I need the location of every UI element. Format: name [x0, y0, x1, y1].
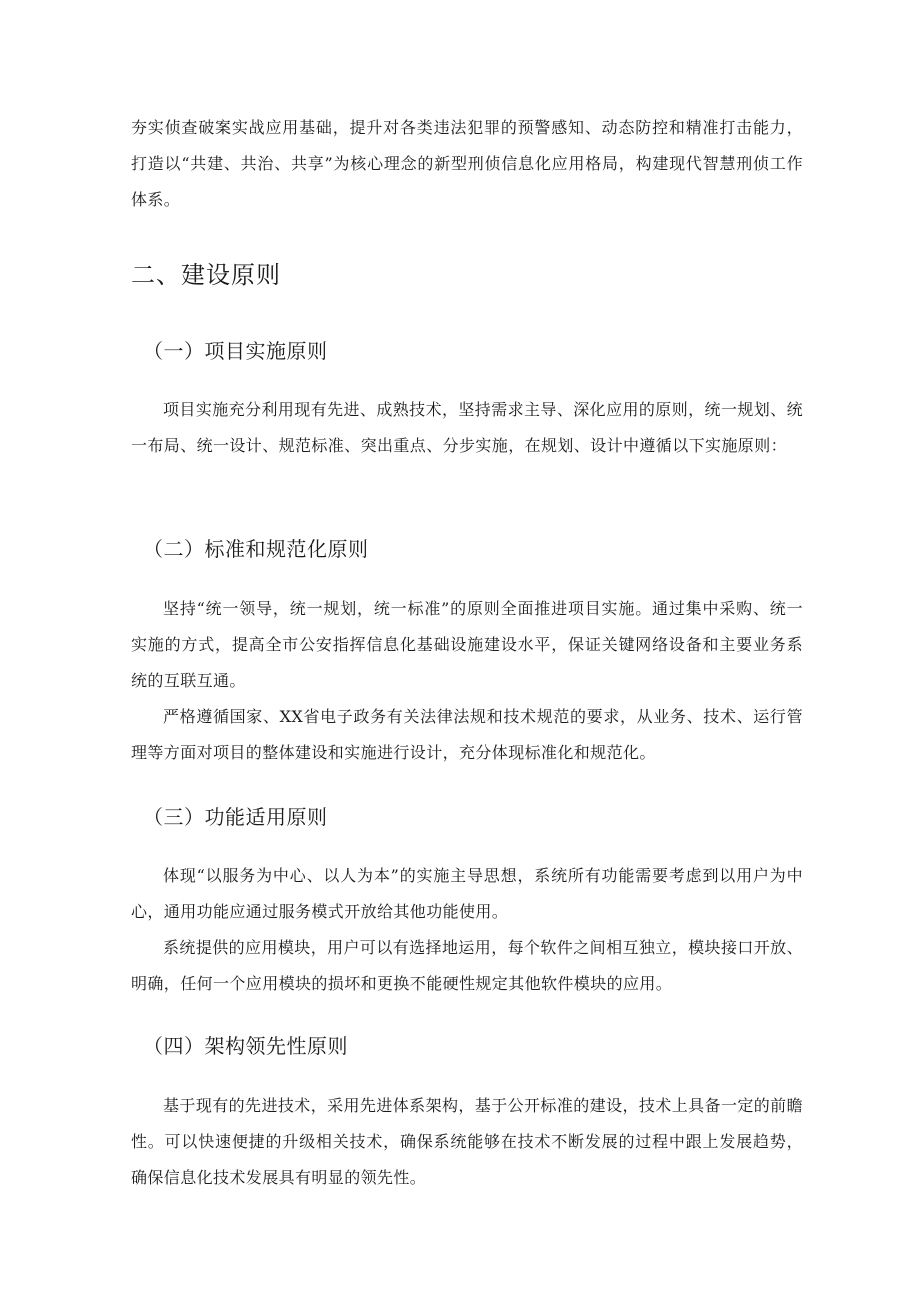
subsection-3-body — [131, 858, 803, 1002]
intro-paragraph: 夯实侦查破案实战应用基础，提升对各类违法犯罪的预警感知、动态防控和精准打击能力，打造以“共建、共治、共享”为核心理念的新型刑侦信息化应用格局，构建现代智慧刑侦工作体系。 — [131, 118, 803, 209]
subsection-3-heading: （三）功能适用原则 — [143, 805, 328, 829]
section-heading-block — [131, 259, 803, 291]
subsection-4-heading-block — [131, 1032, 803, 1060]
subsection-2-paragraph-2: 严格遵循国家、XX省电子政务有关法律法规和技术规范的要求，从业务、技术、运行管理等方面对项目的整体建设和实施进行设计，充分体现标准化和规范化。 — [131, 707, 803, 762]
subsection-4-body — [131, 1088, 803, 1196]
subsection-2-body — [131, 591, 803, 771]
subsection-1-heading-block — [131, 337, 803, 365]
subsection-4-paragraph-1: 基于现有的先进技术，采用先进体系架构，基于公开标准的建设，技术上具备一定的前瞻性。可以快速便捷的升级相关技术，确保系统能够在技术不断发展的过程中跟上发展趋势，确保信息化技术发展具有明显的领先性。 — [131, 1096, 803, 1187]
subsection-2-paragraph-1: 坚持“统一领导，统一规划，统一标准”的原则全面推进项目实施。通过集中采购、统一实施的方式，提高全市公安指挥信息化基础设施建设水平，保证关键网络设备和主要业务系统的互联互通。 — [131, 599, 803, 690]
subsection-3-paragraph-1: 体现“以服务为中心、以人为本”的实施主导思想，系统所有功能需要考虑到以用户为中心，通用功能应通过服务模式开放给其他功能使用。 — [131, 866, 803, 921]
section-heading: 二、建设原则 — [131, 261, 281, 289]
subsection-2-heading: （二）标准和规范化原则 — [143, 537, 369, 561]
subsection-2-heading-block — [131, 535, 803, 563]
subsection-1-paragraph-1: 项目实施充分利用现有先进、成熟技术，坚持需求主导、深化应用的原则，统一规划、统一布局、统一设计、规范标准、突出重点、分步实施，在规划、设计中遵循以下实施原则： — [131, 400, 803, 455]
subsection-3-heading-block — [131, 803, 803, 831]
intro-paragraph-block — [131, 110, 803, 218]
subsection-1-heading: （一）项目实施原则 — [143, 339, 328, 363]
subsection-3-paragraph-2: 系统提供的应用模块，用户可以有选择地运用，每个软件之间相互独立，模块接口开放、明确，任何一个应用模块的损坏和更换不能硬性规定其他软件模块的应用。 — [131, 938, 803, 993]
subsection-4-heading: （四）架构领先性原则 — [143, 1034, 348, 1058]
subsection-1-body — [131, 392, 803, 464]
